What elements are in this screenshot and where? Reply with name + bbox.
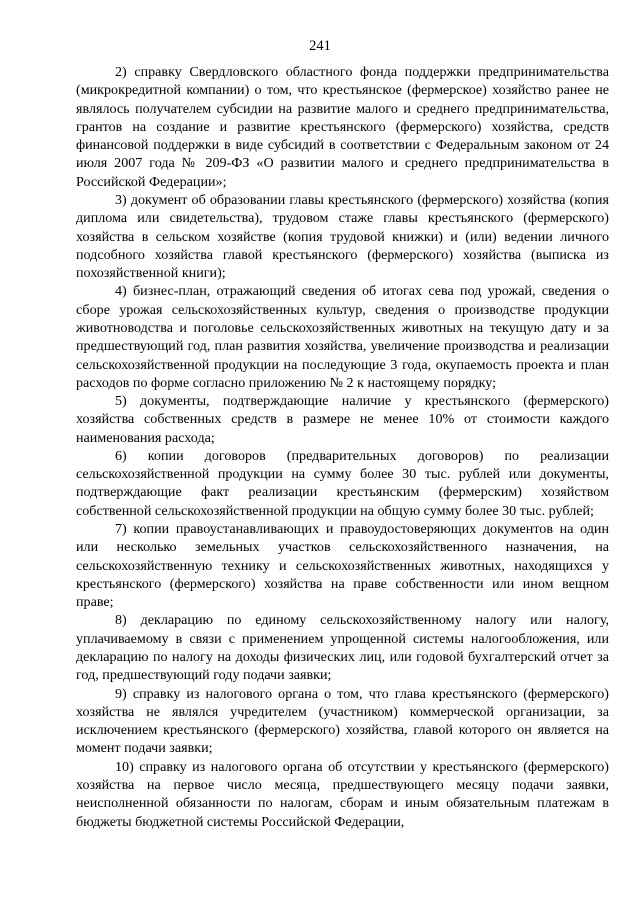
list-item-6: 6) копии договоров (предварительных договоров) по реализации сельскохозяйственной продукции на сумму более 30 тыс. рублей или документы, подтверждающие факт реализации крестьянским (фермерским) хозяйством собственной сельскохозяйственной продукции на общую сумму более 30 тыс. рублей; — [76, 447, 609, 519]
page-number: 241 — [309, 38, 331, 54]
list-item-4: 4) бизнес-план, отражающий сведения об итогах сева под урожай, сведения о сборе урожая сельскохозяйственных культур, сведения о производстве продукции животноводства и поголовье сельскохозяйственных животных на текущую дату и за предшествующий год, план развития хозяйства, увеличение производства и реализации сельскохозяйственной продукции на последующие 3 года, окупаемость проекта и план расходов по форме согласно приложению № 2 к настоящему порядку; — [76, 283, 609, 391]
list-item-2: 2) справку Свердловского областного фонда поддержки предпринимательства (микрокредитной компании) о том, что крестьянское (фермерское) хозяйство ранее не являлось получателем субсидии на развитие малого и среднего предпринимательства, грантов на создание и развитие крестьянского (фермерского) хозяйства, средств финансовой поддержки в виде субсидий в соответствии с Федеральным законом от 24 июля 2007 года № 209-ФЗ «О развитии малого и среднего предпринимательства в Российской Федерации»; — [76, 64, 609, 190]
list-item-9: 9) справку из налогового органа о том, что глава крестьянского (фермерского) хозяйства не являлся учредителем (участником) коммерческой организации, за исключением крестьянского (фермерского) хозяйства, главой которого он является на момент подачи заявки; — [76, 685, 609, 757]
document-body — [76, 63, 609, 831]
list-item-8: 8) декларацию по единому сельскохозяйственному налогу или налогу, уплачиваемому в связи с применением упрощенной системы налогообложения, или декларацию по налогу на доходы физических лиц, или годовой бухгалтерский отчет за год, предшествующий году подачи заявки; — [76, 612, 609, 684]
list-item-7: 7) копии правоустанавливающих и правоудостоверяющих документов на один или несколько земельных участков сельскохозяйственного назначения, на сельскохозяйственную технику и сельскохозяйственных животных, находящихся у крестьянского (фермерского) хозяйства на праве собственности или ином вещном праве; — [76, 521, 609, 611]
list-item-10: 10) справку из налогового органа об отсутствии у крестьянского (фермерского) хозяйства на первое число месяца, предшествующего месяцу подачи заявки, неисполненной обязанности по налогам, сборам и иным обязательным платежам в бюджеты бюджетной системы Российской Федерации, — [76, 758, 609, 830]
list-item-5: 5) документы, подтверждающие наличие у крестьянского (фермерского) хозяйства собственных средств в размере не менее 10% от стоимости каждого наименования расхода; — [76, 393, 609, 446]
list-item-3: 3) документ об образовании главы крестьянского (фермерского) хозяйства (копия диплома или свидетельства), трудовом стаже главы крестьянского (фермерского) хозяйства в сельском хозяйстве (копия трудовой книжки) и (или) ведении личного подсобного хозяйства главой крестьянского (фермерского) хозяйства (выписка из похозяйственной книги); — [76, 191, 609, 282]
